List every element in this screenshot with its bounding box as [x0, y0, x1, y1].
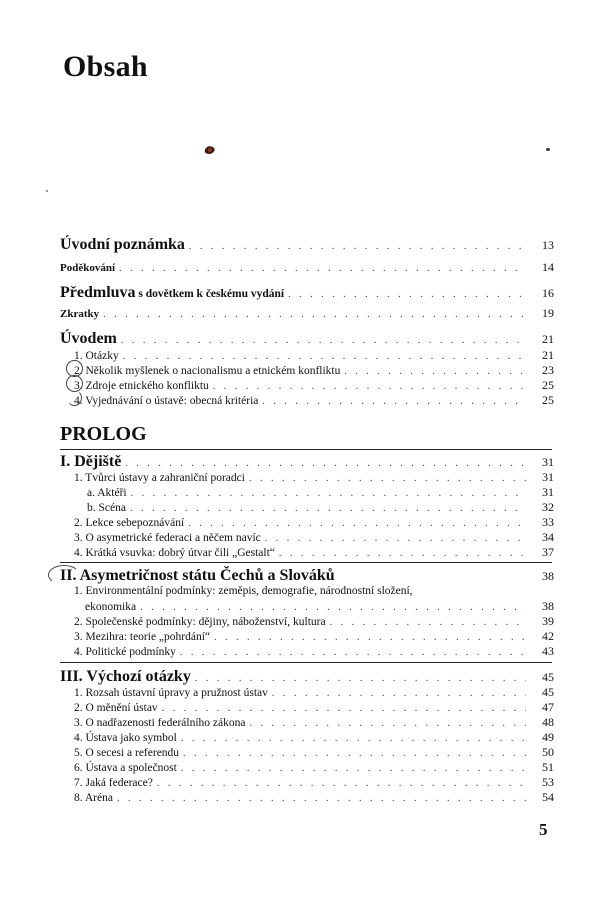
- leader-dots: [213, 381, 526, 392]
- speck-mark: [546, 148, 550, 151]
- leader-dots: [131, 488, 526, 499]
- toc-entry-label: III. Výchozí otázky: [60, 668, 191, 685]
- toc-entry-label: 3. Zdroje etnického konfliktu: [74, 380, 209, 392]
- section-heading-prolog: PROLOG: [60, 423, 147, 445]
- toc-entry-label: Poděkování: [60, 262, 116, 274]
- ink-spot-icon: [203, 144, 217, 156]
- speck-mark: [46, 190, 48, 192]
- toc-page-number: 37: [542, 545, 554, 559]
- page-title: Obsah: [63, 50, 148, 83]
- leader-dots: [262, 396, 526, 407]
- toc-entry-label: 2. Lekce sebepoznávání: [74, 517, 185, 529]
- leader-dots: [121, 335, 526, 346]
- leader-dots: [195, 673, 526, 684]
- toc-page-number: 38: [542, 599, 554, 613]
- toc-entry-label: 8. Aréna: [74, 792, 113, 804]
- toc-entry-label: 6. Ústava a společnost: [74, 762, 177, 774]
- leader-dots: [272, 688, 526, 699]
- toc-page-number: 14: [542, 260, 554, 274]
- toc-entry-asymetricka-federace[interactable]: [60, 530, 554, 546]
- leader-dots: [125, 458, 526, 469]
- toc-entry-label: 1. Rozsah ústavní úpravy a pružnost ústav: [74, 687, 268, 699]
- toc-entry-label: b. Scéna: [87, 502, 126, 514]
- toc-entry-label: 5. O secesi a referendu: [74, 747, 180, 759]
- toc-chapter-2[interactable]: [60, 567, 554, 583]
- toc-page-number: 31: [542, 455, 554, 469]
- toc-entry-mezihra[interactable]: [60, 629, 554, 645]
- toc-entry-predmluva[interactable]: [60, 284, 554, 300]
- leader-dots: [249, 473, 526, 484]
- leader-dots: [117, 793, 526, 804]
- leader-dots: [140, 602, 526, 613]
- leader-dots: [344, 366, 526, 377]
- toc-page-number: 33: [542, 515, 554, 529]
- toc-page-number: 43: [542, 644, 554, 658]
- toc-entry-label: 2. Několik myšlenek o nacionalismu a etnickém konfliktu: [74, 365, 341, 377]
- toc-entry-label: 4. Ústava jako symbol: [74, 732, 177, 744]
- toc-entry-label: 2. O měnění ústav: [74, 702, 158, 714]
- toc-page-number: 31: [542, 470, 554, 484]
- pen-check-mark: [67, 390, 82, 406]
- toc-entry-lekce[interactable]: [60, 515, 554, 531]
- toc-entry-gestalt[interactable]: [60, 545, 554, 561]
- toc-entry-otazky[interactable]: [60, 348, 554, 364]
- leader-dots: [162, 703, 526, 714]
- toc-entry-environmentalni-line1: 1. Environmentální podmínky: zeměpis, demografie, národnostní složení,: [74, 585, 413, 597]
- toc-entry-politicke[interactable]: [60, 644, 554, 660]
- leader-dots: [188, 518, 526, 529]
- toc-entry-label: 4. Krátká vsuvka: dobrý útvar čili „Gestalt“: [74, 547, 275, 559]
- toc-entry-tvurci[interactable]: [60, 470, 554, 486]
- chapter-rule: [60, 662, 552, 663]
- leader-dots: [119, 263, 526, 274]
- toc-entry-label: 4. Politické podmínky: [74, 646, 176, 658]
- toc-entry-label: 2. Společenské podmínky: dějiny, náboženství, kultura: [74, 616, 326, 628]
- toc-page-number: 49: [542, 730, 554, 744]
- leader-dots: [214, 632, 526, 643]
- toc-entry-label: 3. O asymetrické federaci a něčem navíc: [74, 532, 261, 544]
- toc-entry-label: I. Dějiště: [60, 453, 122, 470]
- toc-entry-vyjednavani[interactable]: [60, 393, 554, 409]
- toc-page-number: 31: [542, 485, 554, 499]
- toc-page-number: 42: [542, 629, 554, 643]
- toc-entry-label: 7. Jaká federace?: [74, 777, 153, 789]
- leader-dots: [123, 351, 526, 362]
- toc-entry-nadrazenost[interactable]: [60, 715, 554, 731]
- toc-page-number: 48: [542, 715, 554, 729]
- toc-entry-zkratky[interactable]: [60, 306, 554, 322]
- toc-entry-label-group: [60, 284, 284, 302]
- toc-page-number: 54: [542, 790, 554, 804]
- toc-page-number: 47: [542, 700, 554, 714]
- page-number: 5: [539, 820, 548, 839]
- toc-page-number: 23: [542, 363, 554, 377]
- pen-circle-mark: [48, 565, 80, 585]
- toc-entry-symbol[interactable]: [60, 730, 554, 746]
- leader-dots: [189, 241, 526, 252]
- toc-page-number: 45: [542, 685, 554, 699]
- toc-entry-label: Předmluva: [60, 284, 136, 301]
- toc-page-number: 16: [542, 286, 554, 300]
- toc-page-number: 34: [542, 530, 554, 544]
- leader-dots: [249, 718, 526, 729]
- toc-page-number: 25: [542, 393, 554, 407]
- toc-entry-meneni[interactable]: [60, 700, 554, 716]
- toc-page-number: 39: [542, 614, 554, 628]
- toc-entry-uvodem[interactable]: [60, 330, 554, 346]
- toc-chapter-3[interactable]: [60, 668, 554, 684]
- toc-entry-nacionalismus[interactable]: [60, 363, 554, 379]
- toc-entry-label: 1. Tvůrci ústavy a zahraniční poradci: [74, 472, 245, 484]
- leader-dots: [130, 503, 526, 514]
- toc-page-number: 19: [542, 306, 554, 320]
- toc-page-number: 53: [542, 775, 554, 789]
- leader-dots: [180, 647, 526, 658]
- toc-entry-arena[interactable]: [60, 790, 554, 806]
- leader-dots: [279, 548, 526, 559]
- toc-entry-rozsah[interactable]: [60, 685, 554, 701]
- leader-dots: [103, 309, 526, 320]
- toc-entry-label: 3. Mezihra: teorie „pohrdání“: [74, 631, 211, 643]
- toc-entry-label: ekonomika: [85, 601, 137, 613]
- toc-entry-akteri[interactable]: [60, 485, 554, 501]
- toc-page-number: 13: [542, 238, 554, 252]
- leader-dots: [183, 748, 526, 759]
- toc-entry-jaka-federace[interactable]: [60, 775, 554, 791]
- toc-page-number: 51: [542, 760, 554, 774]
- leader-dots: [330, 617, 526, 628]
- toc-page-number: 50: [542, 745, 554, 759]
- toc-entry-scena[interactable]: [60, 500, 554, 516]
- toc-page-number: 32: [542, 500, 554, 514]
- leader-dots: [265, 533, 526, 544]
- chapter-rule: [60, 562, 552, 563]
- leader-dots: [181, 733, 526, 744]
- toc-entry-environmentalni[interactable]: [60, 599, 554, 615]
- toc-entry-secese[interactable]: [60, 745, 554, 761]
- leader-dots: [181, 763, 526, 774]
- toc-entry-label: 1. Otázky: [74, 350, 119, 362]
- leader-dots: [157, 778, 526, 789]
- toc-entry-zdroje[interactable]: [60, 378, 554, 394]
- toc-entry-label: 3. O nadřazenosti federálního zákona: [74, 717, 246, 729]
- toc-entry-label: Zkratky: [60, 308, 100, 320]
- toc-entry-label: II. Asymetričnost státu Čechů a Slováků: [60, 567, 335, 584]
- toc-chapter-1[interactable]: [60, 453, 554, 469]
- toc-entry-label: Úvodem: [60, 330, 117, 347]
- chapter-rule: [60, 449, 552, 450]
- toc-entry-spolecenske[interactable]: [60, 614, 554, 630]
- toc-entry-uvodni-poznamka[interactable]: [60, 236, 554, 252]
- toc-page-number: 21: [542, 332, 554, 346]
- toc-page-number: 38: [542, 569, 554, 583]
- toc-page-number: 25: [542, 378, 554, 392]
- toc-entry-label: Úvodní poznámka: [60, 236, 185, 253]
- toc-entry-label: 4. Vyjednávání o ústavě: obecná kritéria: [74, 395, 259, 407]
- leader-dots: [288, 289, 526, 300]
- toc-entry-suffix: s dovětkem k českému vydání: [135, 288, 285, 300]
- toc-page-number: 45: [542, 670, 554, 684]
- toc-page-number: 21: [542, 348, 554, 362]
- toc-entry-spolecnost[interactable]: [60, 760, 554, 776]
- toc-entry-label: a. Aktéři: [87, 487, 127, 499]
- toc-entry-podekovani[interactable]: [60, 260, 554, 276]
